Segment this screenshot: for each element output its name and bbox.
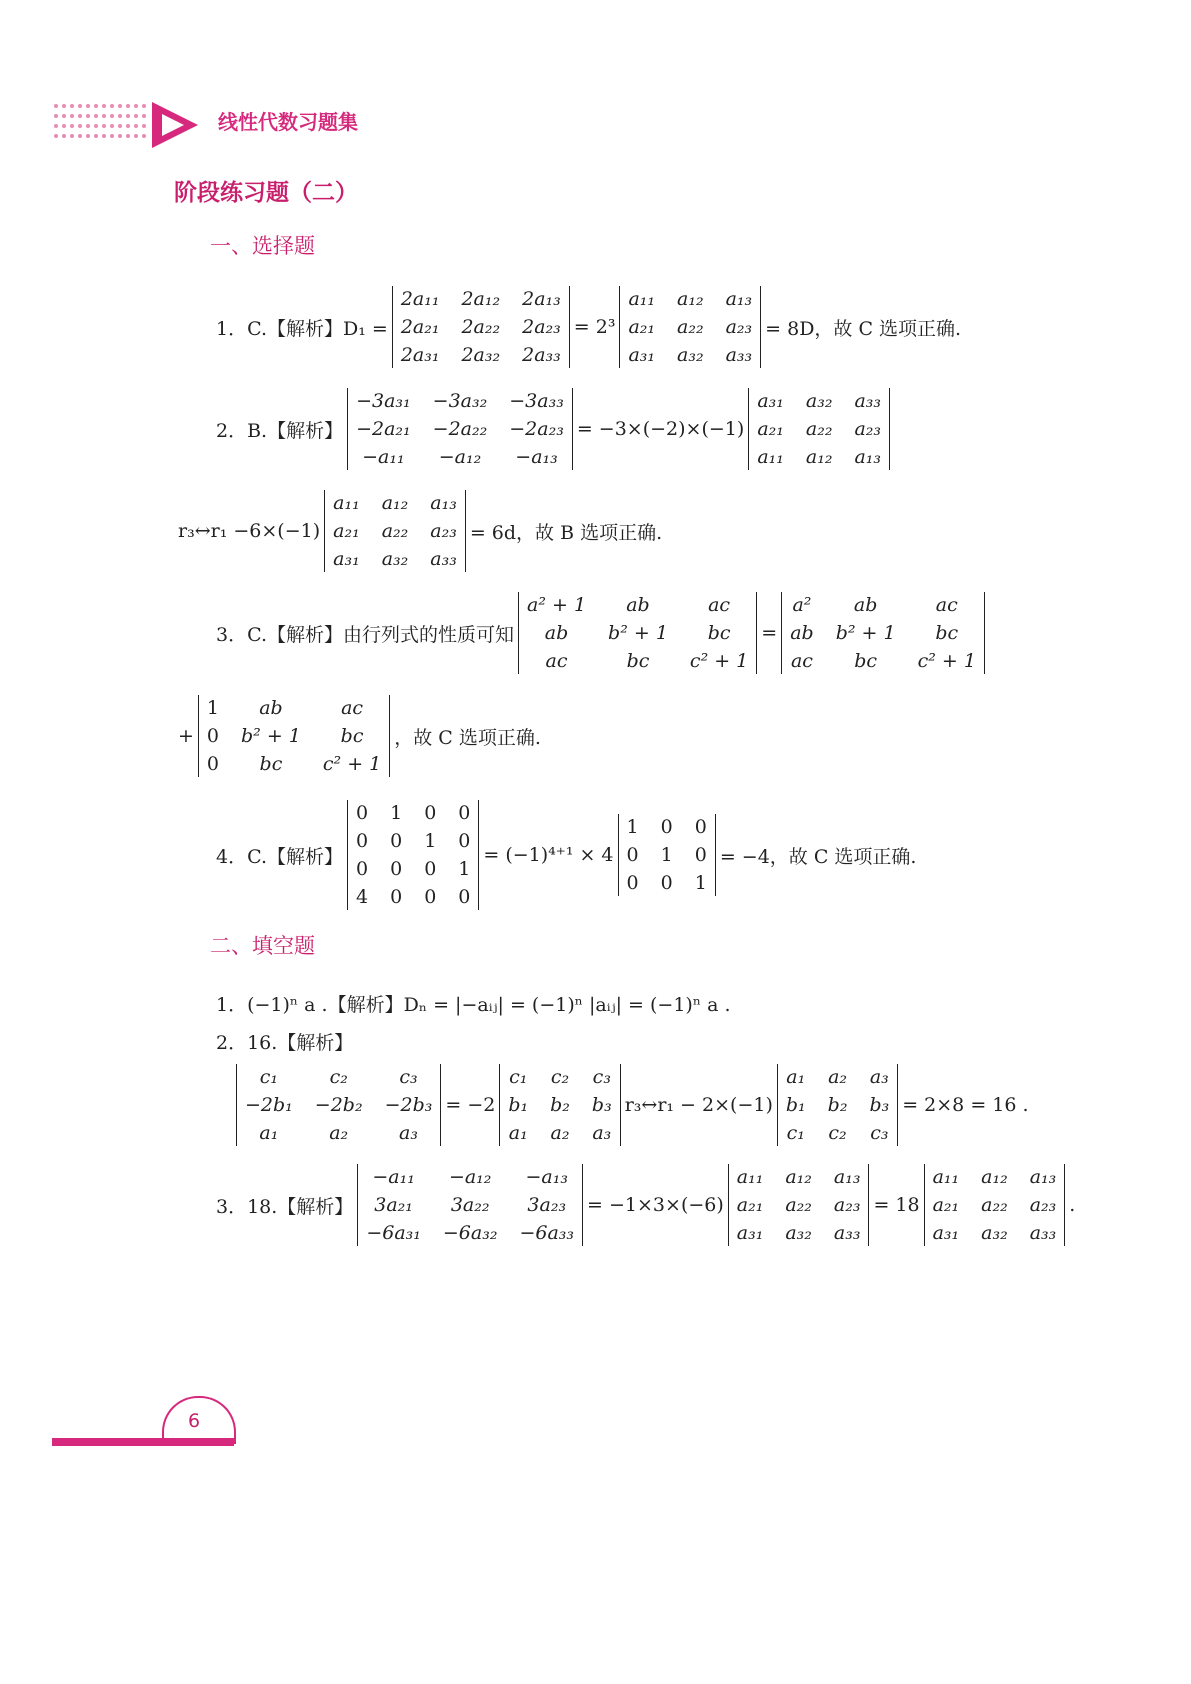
book-title: 线性代数习题集 [218,110,358,134]
q4-det-a: 0 1 0 0 0 0 1 0 0 0 0 1 4 0 0 0 [347,800,479,910]
q3-det-b: a² ab ac ab b² + 1 bc ac bc c² + 1 [781,592,985,674]
page-number-bar [52,1438,234,1446]
q2-mid: = −3×(−2)×(−1) [576,418,745,440]
q2-det-c: a₁₁ a₁₂ a₁₃ a₂₁ a₂₂ a₂₃ a₃₁ a₃₂ a₃₃ [324,490,466,572]
q3-det-c: 1 ab ac 0 b² + 1 bc 0 bc c² + 1 [198,695,390,777]
q4-line [216,800,916,910]
q1-det-a: 2a₁₁ 2a₁₂ 2a₁₃ 2a₂₁ 2a₂₂ 2a₂₃ 2a₃₁ 2a₃₂ 2a₃₃ [392,286,570,368]
fill-q3-mid2: = 18 [873,1194,920,1216]
q3-prefix: 3．C.【解析】由行列式的性质可知 [216,623,514,646]
fill-q3-det-a: −a₁₁ −a₁₂ −a₁₃ 3a₂₁ 3a₂₂ 3a₂₃ −6a₃₁ −6a₃₂ −6a₃₃ [357,1164,583,1246]
page-number: 6 [188,1410,201,1432]
section-heading-choice: 一、选择题 [210,234,315,258]
q3-suffix: ，故 C 选项正确. [394,726,541,749]
fill-q2-det-a: c₁ c₂ c₃ −2b₁ −2b₂ −2b₃ a₁ a₂ a₃ [236,1064,441,1146]
fill-q3-mid1: = −1×3×(−6) [587,1194,724,1216]
fill-q3-suffix: . [1069,1194,1076,1216]
q1-prefix: 1．C.【解析】D₁ = [216,317,388,340]
q2-prefix: 2．B.【解析】 [216,419,344,442]
q4-det-b: 1 0 0 0 1 0 0 0 1 [618,814,716,896]
q1-mid: = 2³ [573,316,616,338]
fill-q3-prefix: 3．18.【解析】 [216,1195,354,1218]
fill-q2-suffix: = 2×8 = 16 . [902,1094,1029,1116]
header-dot-pattern [52,100,202,150]
fill-q3-det-c: a₁₁ a₁₂ a₁₃ a₂₁ a₂₂ a₂₃ a₃₁ a₃₂ a₃₃ [924,1164,1066,1246]
page-title: 阶段练习题（二） [174,179,358,206]
q2-det-a: −3a₃₁ −3a₃₂ −3a₃₃ −2a₂₁ −2a₂₂ −2a₂₃ −a₁₁ −a₁₂ −a₁₃ [347,388,573,470]
q2-cont: r₃↔r₁ −6×(−1) [178,520,321,542]
fill-q2-mid2: r₃↔r₁ − 2×(−1) [624,1094,773,1116]
q3-continuation [178,695,541,777]
fill-q3-det-b: a₁₁ a₁₂ a₁₃ a₂₁ a₂₂ a₂₃ a₃₁ a₃₂ a₃₃ [728,1164,870,1246]
q3-mid: = [761,622,778,644]
q1-line [216,286,961,368]
q3-det-a: a² + 1 ab ac ab b² + 1 bc ac bc c² + 1 [518,592,757,674]
q1-det-b: a₁₁ a₁₂ a₁₃ a₂₁ a₂₂ a₂₃ a₃₁ a₃₂ a₃₃ [619,286,761,368]
fill-q2-det-c: a₁ a₂ a₃ b₁ b₂ b₃ c₁ c₂ c₃ [777,1064,898,1146]
section-heading-fill: 二、填空题 [210,934,315,958]
q2-det-b: a₃₁ a₃₂ a₃₃ a₂₁ a₂₂ a₂₃ a₁₁ a₁₂ a₁₃ [748,388,890,470]
q2-suffix: = 6d，故 B 选项正确. [469,521,663,544]
q3-plus: + [178,725,194,747]
q4-prefix: 4．C.【解析】 [216,845,343,868]
q2-line [216,388,894,470]
fill-q3-line [216,1164,1075,1246]
q3-line [216,592,989,674]
q4-suffix: = −4，故 C 选项正确. [719,845,917,868]
fill-q2-mid1: = −2 [445,1094,496,1116]
fill-q2-line [232,1064,1029,1146]
q1-suffix: = 8D，故 C 选项正确. [765,317,962,340]
q2-continuation [178,490,662,572]
fill-q1: 1．(−1)ⁿ a .【解析】Dₙ = |−aᵢⱼ| = (−1)ⁿ |aᵢⱼ| = (−1)ⁿ a . [216,994,731,1016]
q4-mid: = (−1)⁴⁺¹ × 4 [483,844,614,866]
fill-q2-prefix: 2．16.【解析】 [216,1032,354,1054]
fill-q2-det-b: c₁ c₂ c₃ b₁ b₂ b₃ a₁ a₂ a₃ [499,1064,620,1146]
